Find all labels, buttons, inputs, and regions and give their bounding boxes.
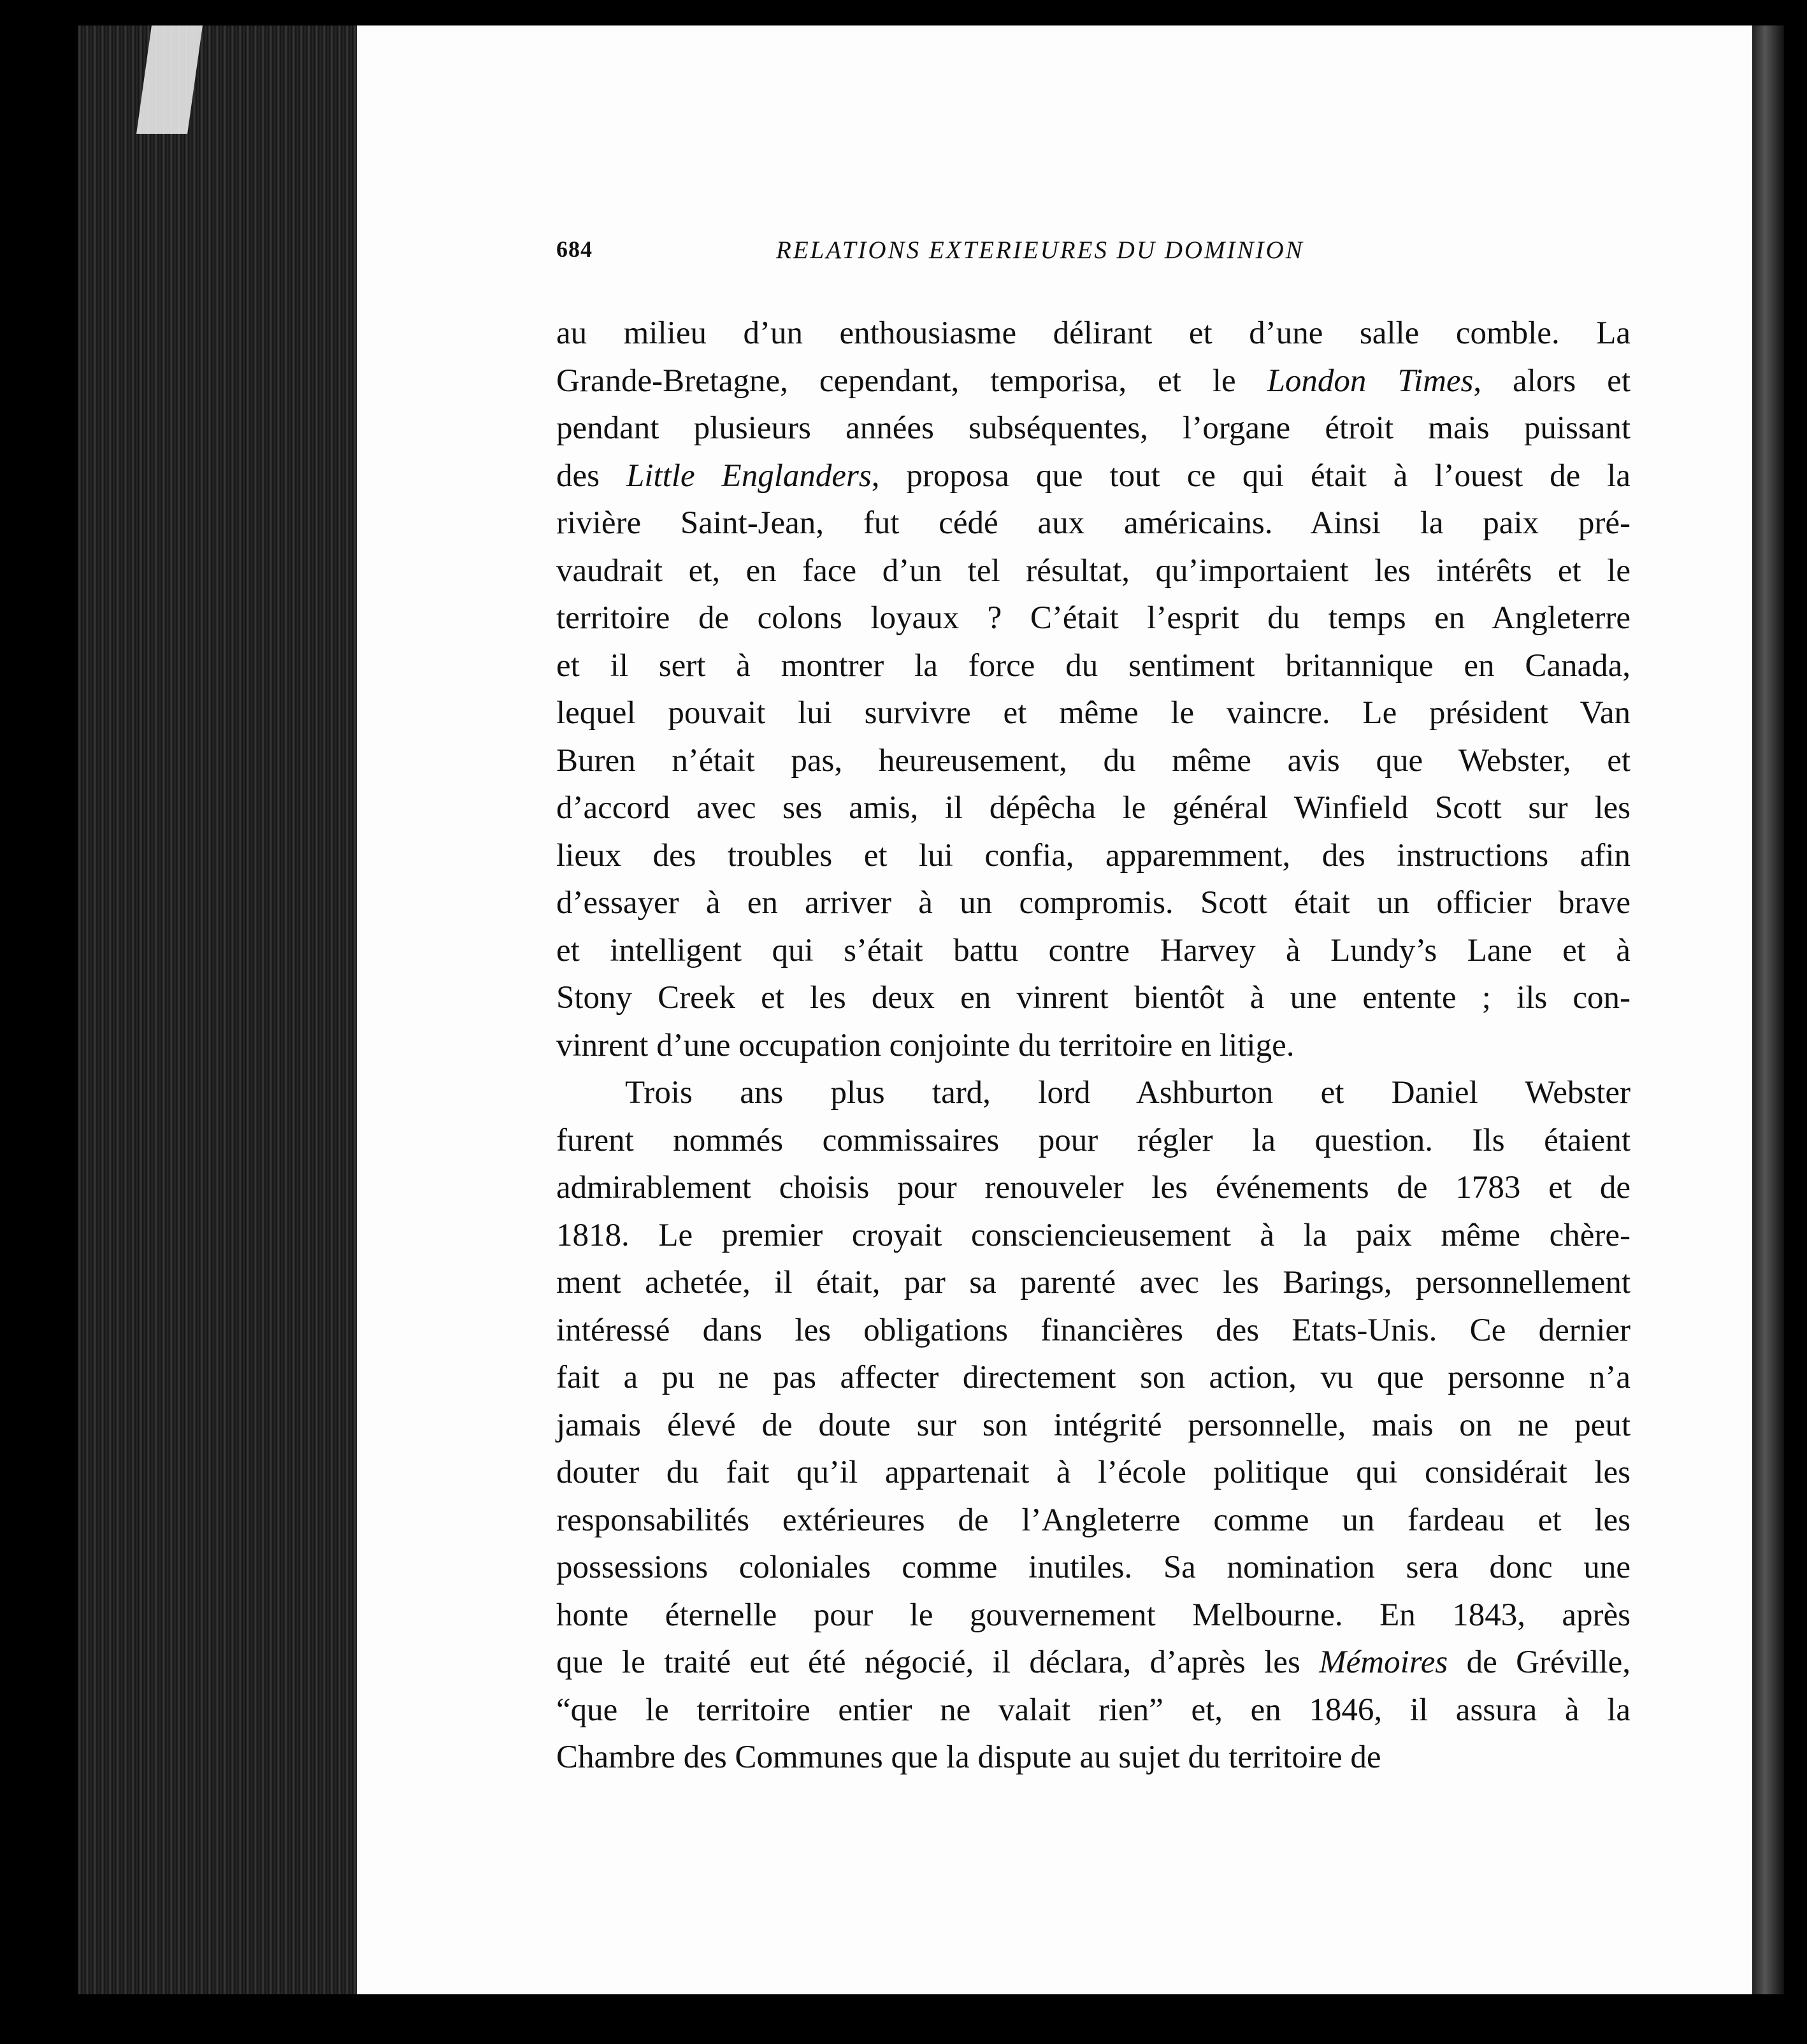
text-segment: jamais élevé de doute sur son intégrité personnelle, mais on ne peut <box>556 1407 1631 1443</box>
text-line <box>556 357 1631 405</box>
text-line <box>556 1544 1631 1592</box>
text-line <box>556 310 1631 357</box>
text-line <box>556 1687 1631 1734</box>
text-line <box>556 642 1631 690</box>
running-head <box>556 236 1631 274</box>
body-text <box>556 310 1631 1781</box>
text-segment: , alors et <box>1473 363 1631 399</box>
paragraph <box>556 310 1631 1069</box>
text-block <box>556 236 1631 1781</box>
text-segment: ment achetée, il était, par sa parenté avec les Barings, personnellement <box>556 1265 1631 1300</box>
text-line <box>556 1497 1631 1544</box>
text-segment: de Gréville, <box>1448 1645 1631 1680</box>
italic-title: London Times <box>1267 363 1474 399</box>
text-line <box>556 405 1631 452</box>
text-line <box>556 1212 1631 1260</box>
text-segment: Grande-Bretagne, cependant, temporisa, et le <box>556 363 1267 399</box>
text-line <box>556 500 1631 547</box>
text-line <box>556 832 1631 880</box>
text-segment: douter du fait qu’il appartenait à l’école politique qui considérait les <box>556 1455 1631 1490</box>
text-segment: Stony Creek et les deux en vinrent bientôt à une entente ; ils con- <box>556 980 1631 1016</box>
text-segment: admirablement choisis pour renouveler les événements de 1783 et de <box>556 1170 1631 1206</box>
text-segment: pendant plusieurs années subséquentes, l’organe étroit mais puissant <box>556 410 1631 446</box>
text-segment: territoire de colons loyaux ? C’était l’esprit du temps en Angleterre <box>556 600 1631 636</box>
page-number: 684 <box>556 236 593 262</box>
text-segment: , proposa que tout ce qui était à l’ouest de la <box>871 457 1631 494</box>
running-title: RELATIONS EXTERIEURES DU DOMINION <box>776 236 1304 264</box>
text-segment: vaudrait et, en face d’un tel résultat, qu’importaient les intérêts et le <box>556 552 1631 589</box>
text-segment: 1818. Le premier croyait consciencieusement à la paix même chère- <box>556 1217 1631 1253</box>
text-segment: honte éternelle pour le gouvernement Melbourne. En 1843, après <box>556 1597 1631 1633</box>
text-segment: furent nommés commissaires pour régler la question. Ils étaient <box>556 1122 1631 1158</box>
text-line <box>556 879 1631 927</box>
text-segment: d’accord avec ses amis, il dépêcha le général Winfield Scott sur les <box>556 790 1631 826</box>
text-line <box>556 1022 1631 1070</box>
text-line <box>556 1734 1631 1781</box>
italic-title: Mémoires <box>1319 1645 1448 1680</box>
paragraph <box>556 1069 1631 1781</box>
text-line <box>556 1117 1631 1165</box>
text-line <box>556 1449 1631 1497</box>
text-line <box>556 927 1631 975</box>
text-segment: lequel pouvait lui survivre et même le vaincre. Le président Van <box>556 695 1631 731</box>
text-line <box>556 1259 1631 1307</box>
book-page-edges <box>78 25 359 1994</box>
text-line <box>556 1402 1631 1450</box>
text-segment: Chambre des Communes que la dispute au sujet du territoire de <box>556 1739 1381 1775</box>
text-line <box>556 452 1631 500</box>
text-segment: Buren n’était pas, heureusement, du même avis que Webster, et <box>556 742 1631 779</box>
text-segment: responsabilités extérieures de l’Angleterre comme un fardeau et les <box>556 1502 1631 1538</box>
text-segment: Trois ans plus tard, lord Ashburton et Daniel Webster <box>625 1075 1631 1111</box>
text-segment: au milieu d’un enthousiasme délirant et d’une salle comble. La <box>556 315 1631 351</box>
text-line <box>556 784 1631 832</box>
text-line <box>556 1639 1631 1687</box>
text-line <box>556 974 1631 1022</box>
text-line <box>556 689 1631 737</box>
text-segment: possessions coloniales comme inutiles. Sa nomination sera donc une <box>556 1550 1631 1585</box>
text-line <box>556 1069 1631 1117</box>
text-segment: des <box>556 457 626 494</box>
text-line <box>556 1592 1631 1639</box>
book-right-edge <box>1752 25 1784 1994</box>
text-segment: d’essayer à en arriver à un compromis. Scott était un officier brave <box>556 885 1631 921</box>
text-segment: et il sert à montrer la force du sentiment britannique en Canada, <box>556 647 1631 684</box>
text-segment: que le traité eut été négocié, il déclara, d’après les <box>556 1645 1320 1680</box>
text-line <box>556 1354 1631 1402</box>
text-line <box>556 737 1631 785</box>
italic-title: Little Englanders <box>626 457 872 494</box>
text-segment: lieux des troubles et lui confia, apparemment, des instructions afin <box>556 837 1631 874</box>
text-segment: rivière Saint-Jean, fut cédé aux américains. Ainsi la paix pré- <box>556 505 1631 541</box>
text-segment: et intelligent qui s’était battu contre Harvey à Lundy’s Lane et à <box>556 932 1631 968</box>
text-line <box>556 547 1631 595</box>
text-segment: intéressé dans les obligations financières des Etats-Unis. Ce dernier <box>556 1312 1631 1348</box>
text-segment: fait a pu ne pas affecter directement son action, vu que personne n’a <box>556 1360 1631 1395</box>
text-line <box>556 594 1631 642</box>
text-segment: vinrent d’une occupation conjointe du territoire en litige. <box>556 1027 1295 1063</box>
text-line <box>556 1164 1631 1212</box>
text-segment: “que le territoire entier ne valait rien” et, en 1846, il assura à la <box>556 1692 1631 1728</box>
text-line <box>556 1307 1631 1355</box>
